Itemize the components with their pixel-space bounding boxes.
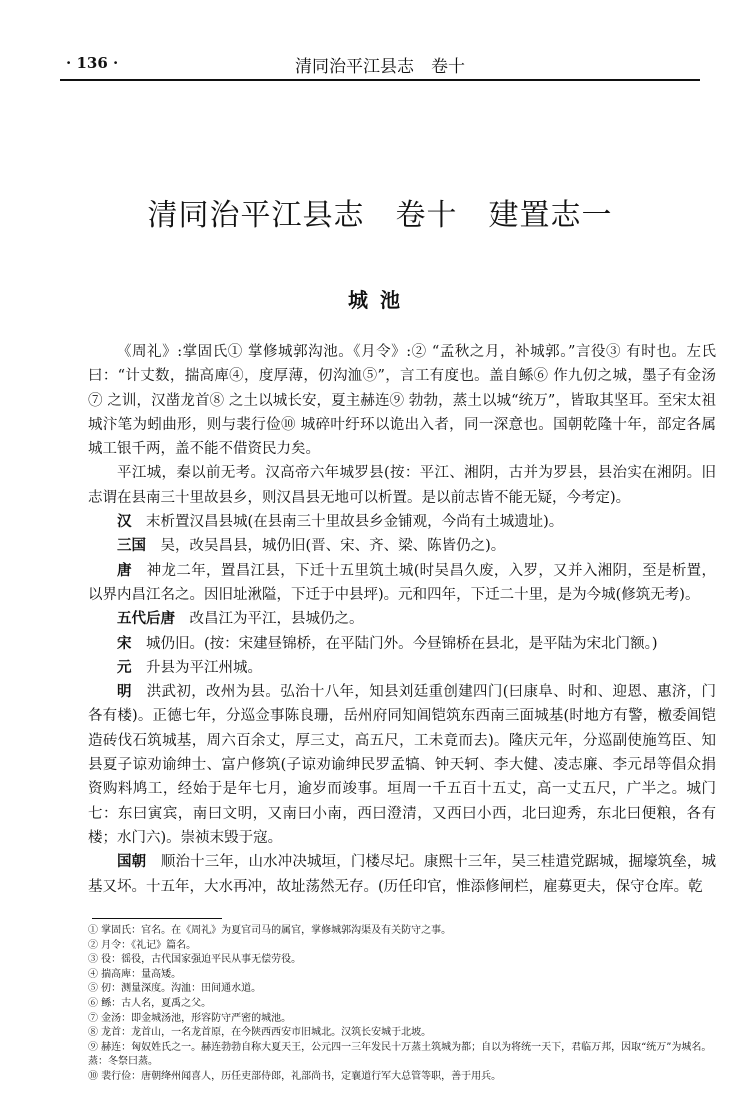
- paragraph-text: 城仍旧。(按：宋建昼锦桥，在平陆门外。今昼锦桥在县北，是平陆为宋北门额。): [146, 635, 658, 652]
- body-text: [88, 340, 716, 899]
- footnote: ⑩ 裴行俭：唐朝绛州闻喜人，历任吏部侍郎，礼部尚书，定襄道行军大总管等职，善于用兵。: [88, 1070, 502, 1082]
- paragraph: [88, 510, 716, 534]
- paragraph-text: 升县为平江州城。: [146, 659, 262, 676]
- footnote: ① 掌固氏：官名。在《周礼》为夏官司马的属官，掌修城郭沟渠及有关防守之事。: [88, 925, 452, 936]
- dynasty-label: 五代后唐: [117, 610, 175, 628]
- paragraph-text: 洪武初，改州为县。弘治十八年，知县刘廷重创建四门(曰康阜、时和、迎恩、惠济，门各有楼)。正德七年，分巡佥事陈良珊，岳州府同知阊铠筑东西南三面城基(时地方有警，檄委阊铠造砖伐石筑城基，周六百余丈，厚三丈，高五尺，工未竟而去)。隆庆元年，分巡副使施笃臣、知县夏子谅劝谕绅士、富户修筑(子谅劝谕绅民罗孟犒、钟天轲、李大健、凌志廉、李元昂等倡众捐资购料鸠工，经始于是年七月，逾岁而竣事。垣周一千五百十五丈，高一丈五尺，广半之。城门七：东曰寅宾，南曰文明，又南曰小南，西曰澄清，又西曰小西，北曰迎秀，东北曰便粮，各有楼；水门六)。崇祯末毁于寇。: [88, 684, 717, 846]
- paragraph: [88, 461, 716, 510]
- paragraph: [88, 559, 716, 608]
- paragraph: [88, 534, 716, 558]
- footnote: ⑥ 鲧：古人名，夏禹之父。: [88, 997, 212, 1009]
- page-header: [60, 46, 700, 76]
- paragraph-text: 平江城，秦以前无考。汉高帝六年城罗县(按：平江、湘阴，古并为罗县，县治实在湘阴。旧志谓在县南三十里故县乡，则汉昌县无地可以析置。是以前志皆不能无疑，今考定)。: [88, 465, 716, 506]
- section-title: 城池: [348, 288, 412, 312]
- footnotes: [88, 924, 720, 1085]
- footnote: ③ 役：徭役，古代国家强迫平民从事无偿劳役。: [88, 954, 302, 966]
- dynasty-label: 国朝: [117, 853, 147, 871]
- running-title: 清同治平江县志 卷十: [295, 57, 465, 77]
- paragraph: [88, 656, 716, 680]
- paragraph-text: 《周礼》:掌固氏① 掌修城郭沟池。《月令》:② “孟秋之月，补城郭。”言役③ 有时也。左氏曰：“计丈数，揣高庳④，度厚薄，仞沟洫⑤”，言工有度也。盖自鲧⑥ 作九仞之城，墨子有金汤⑦ 之训，汉凿龙首⑧ 之土以城长安，夏主赫连⑨ 勃勃，蒸土以城“统万”，皆取其坚耳。至宋太祖城汴笔为蚓曲形，则与裴行俭⑩ 城碎叶纡环以诡出入者，同一深意也。国朝乾隆十年，部定各属城工银千两，盖不能不借资民力矣。: [88, 344, 716, 458]
- dynasty-label: 汉: [117, 513, 132, 531]
- dynasty-label: 唐: [117, 561, 132, 579]
- dynasty-label: 明: [117, 683, 132, 701]
- footnote: ⑤ 仞：测量深度。沟洫：田间通水道。: [88, 983, 262, 995]
- footnote: ⑧ 龙首：龙首山，一名龙首原，在今陕西西安市旧城北。汉筑长安城于北坡。: [88, 1027, 432, 1039]
- footnote: ④ 揣高庳：量高矮。: [88, 968, 182, 980]
- paragraph: [88, 632, 716, 656]
- dynasty-label: 元: [117, 658, 132, 676]
- page-number: · 136 ·: [66, 54, 119, 72]
- paragraph-text: 末析置汉昌县城(在县南三十里故县乡金铺观，今尚有土城遗址)。: [146, 514, 564, 531]
- paragraph: [88, 850, 716, 899]
- paragraph: [88, 340, 716, 461]
- footnote: ⑨ 赫连：匈奴姓氏之一。赫连勃勃自称大夏天王，公元四一三年发民十万蒸土筑城为都；自以为将统一天下，君临万邦，因取“统万”为城名。蒸：冬祭曰蒸。: [88, 1041, 712, 1068]
- dynasty-label: 宋: [117, 634, 132, 652]
- paragraph: [88, 680, 716, 850]
- paragraph-text: 改昌江为平江，县城仍之。: [189, 611, 364, 628]
- footnote: ② 月令：《礼记》篇名。: [88, 939, 197, 951]
- paragraph-text: 顺治十三年，山水冲决城垣，门楼尽圮。康熙十三年，吴三桂遣党踞城，掘壕筑垒，城基又坏。十五年，大水再冲，故址荡然无存。(历任印官，惟添修闸栏，雇募更夫，保守仓库。乾: [88, 854, 717, 895]
- dynasty-label: 三国: [117, 537, 146, 555]
- chapter-title: 清同治平江县志 卷十 建置志一: [147, 198, 613, 233]
- header-rule: [60, 79, 700, 81]
- footnote: ⑦ 金汤：即金城汤池，形容防守严密的城池。: [88, 1012, 292, 1024]
- paragraph-text: 吴，改吴昌县，城仍旧(晋、宋、齐、梁、陈皆仍之)。: [160, 538, 506, 555]
- footnote-rule: [92, 918, 222, 919]
- paragraph: [88, 607, 716, 631]
- paragraph-text: 神龙二年，置昌江县，下迁十五里筑土城(时吴昌久废，入罗，又并入湘阴，至是析置，以界内昌江名之。因旧址湫隘，下迁于中县坪)。元和四年，下迁二十里，是为今城(修筑无考)。: [88, 562, 717, 603]
